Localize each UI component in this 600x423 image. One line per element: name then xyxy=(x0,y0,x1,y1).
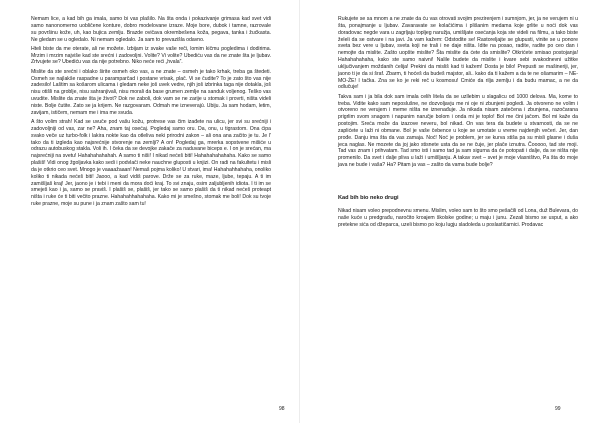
paragraph: A što volim strah! Kad se uvuče pod vašu kožu, protrese vas čim izađete na ulicu, jer svi su srećniji i zadovoljniji od vas, zar ne? Aha, znam taj osećaj. Pogledaj samo oru. Da, onu, u tigrastom. Ona ćipa svako veče uz turbo-folk i lakira nokte kao da otleliva neki prirodni zakon – ali ona ana začito je tu. Je l' tako da ti izgleda kao najsrećnije stvorenje na zemlji? A on! Pogledaj ga, mrerka sopstvene mišiće u odrazu autobuskog stakla. Voli ih. I čeka da se devojke zakače za naduvane biceps e. I on je srećan, ma najsrećniji na svetu! Hahahahahahah. A samo ti niši! I nikad nećeš biti! Hahahahahahaha. Kako se samo plašiš! Vidi onog žgoljavka kako sedi i podvlači neke nauchne gluposti u knjizi. On radi na fakultetu i misli da je otkrio ceo svet. Mnogo je vaaaažaaan! Nemaš pojma koliko! U stvari, ima! Hahahahhahaha, onoliko koliko ti nikada nećeš biti! Jaooo, a kad vidiš parove. Drže se za ruke, maze, ljube, tepaju. A ti im zamišljaš kraj! Jer, jaono je i tebi i meni da mora doći kraj. To svi znaju, osim zaljubljenih idiota. I ti im se smeješ kao i ja, samo se praviš. I plašiš se, plašiš, jer tako se samo plašiš da ti nikad nećeš proteapt ništa i ruke će ti biti večito prazne. Hahahahhahahaha. Kako mi je smešno, stomak me boli! Dok su tvoje ruke prazne, moje su pune i ja znam zašto sam tu! xyxy=(31,118,271,208)
page-number-right: 99 xyxy=(555,406,561,412)
paragraph: Rukujete se sa mnom a ne znate da ću vas otrovati svojim prezirenjem i sumnjom, jer, ja ne verujem ni u šta, ponajmanje u ljubav. Zavaravate se kolačićima i plišanim medama koje grlite u noći dok vas doradovac negde vara u zagrljaju topljeg naružja, umišljate osećanja koja ste videli na filmu, a tako biste želeli da se ostvare i na javi. Ja vam kažem: Odstodite se! Rastoreljajte se glupusti, vinite se u ponore sveta bez vere u ljubav, sveta koji ne trali i ne daje ništa. Idite na posao, radite, radite po ceo dan i nemojte da mislite. Zašto uopšte mislite? Šta mislite da ćete da smislite? Otkrićete smisao postojanja! Hahahahahaha, kako ste samo naivni! Nalile budete da mislite i kvare sebi svakodnevni užitke uključivanjem moždanih ćelija! Prekini da misliš kad ti kažem! Dosta je bilo! Prepusti se mašineriji, jer, jaono ti je da si šraf. Zbarm, ti hoćeš da budeš majstor, ali.. kako da ti kažem a da te ne ošamarim – NE-MO-ŽE! I tačka. Zna se ko je reki reč u kosmosu! Cmiće da rilja zemlju i da budu mamac, a ne da odlučuje! xyxy=(338,16,578,91)
page-number-left: 98 xyxy=(279,406,285,412)
paragraph: Takva sam i ja bila dok sam imala celih litela da se uzllebim u slagalicu od 1000 delova. Ma, kome to treba. Vidite kako sam neposlušne, ne dozvoljavju me ni oje ni zbunjeni pogledi. Ja otvoreno ne volim i otvoreno ne verujem i meme ništa ne iznenađuje. Ja nikada nisam zatečena i zbunjena, razočarana prigrlim svom snagom i napunim naručje bolom i onda mi je toplo! Bol me čini jačom. Bol mi kaže da postojim. Sreća može da izazove neveru, bol nikad. On vas tera da budete u stvarnosti, da se ne zaplićete u laži ni obmane. Bol je vaše čebence u koje se umotate u vreme najdenjih večeri. Jer, dan prođe. Danju ima šta da vas zamaja. Noć! Noć je problem, jer se kurva stiša pa su misli glasne i duša jeca naglas. Ne mozete da joj jako stisnete usta da se ne čuje, jer plače iznutra. Čooooo, tad ste moji. Tad vas znam i prihvatam. Tad smo isti i samo tad ja sam sigurna da će potopati i dalje, da se ništa nije promenilo. Da svet i dalje pliva u laži i umišljanju. A takav svet – svet je moje vlasništvo, Pa šta do moje java ne bude i vaša? Ha? Pitam ja vas – zašto da vama bude bolje? xyxy=(338,93,578,169)
section-heading: Kad bih bio neko drugi xyxy=(338,194,399,201)
paragraph: Mislite da ste srećni i oblako širite osmeh oko vas, a ne znate – osmeh je tako krhak, treba ga štedeti. Osmeh se najlakše raspadne u paramparčad i postane vrisak, plač. Vi se čudite? To je zato što vas nije zadesilo! Laštim sa košarom ulicama i gledam neke još uvek vedre, njih još izbrinka taga nije dotakla, još nisu otišli na groblje, nisu sahranjivali, nisu morali da base grumen zemlje na sanduk voljenog. Teško vas uvudite. Mislite da znate šta je život? Dok ne zaboli, dok vam se ne zarije u stomak i provrti, ništa videli niste. Bolje čutite. Zato se ja krijem. Ne razgovaram. Odmah me izneverajú. Ubiju. Ja sam hodam, letim, zavijam, ističem, nemam me i ima me svuda. xyxy=(31,68,271,116)
paragraph: Hteli biste da me oterate, ali ne možete. Izbijam iz svake vaše reči, lomim kičmu pogledima i dodirima. Mrzim i mrzim najviše kad ste srećni i zadovoljni. Volite? Vi volite? Ubediću vas da ne znate šta je ljubav. Zrtvujete se? Ubediću vas da nije potrebno. Niko neće reći „hvala”. xyxy=(31,45,271,66)
left-page-body xyxy=(31,16,271,210)
paragraph: Nemam lice, a kad bih ga imala, samo bi vas plašilo. Na šta onda i pokazivanje grimasa kad svet vidi samo nanonomerno uobličene konture, dobro modelovane izraze. Moje bore, dubok i tamne, razrovale su površinu kože, uh, kao bujica zemlju. Brazde ovičava okrembešena koža, pegava, tanka i žućkasta. Ne gledam se u ogledalo. Ni nemam ogledalo. Ja sam to prevazišla odavno. xyxy=(31,16,271,43)
paragraph: Nikad nisam voleo prepodnevnu smenu. Mislim, voleo sam to što smo pešačili od Lona, duž Bulevara, do naše kuće u predgrađu, naročito kroajem školske godine; u maju i junu. Zezali bismo se usput, a ako pretekne sića od džeparca, uzeli bismo po koju lugju sladoleda u poslastičarnici. Prodavac xyxy=(338,207,578,228)
right-page-body xyxy=(338,16,578,231)
right-page xyxy=(300,0,600,423)
